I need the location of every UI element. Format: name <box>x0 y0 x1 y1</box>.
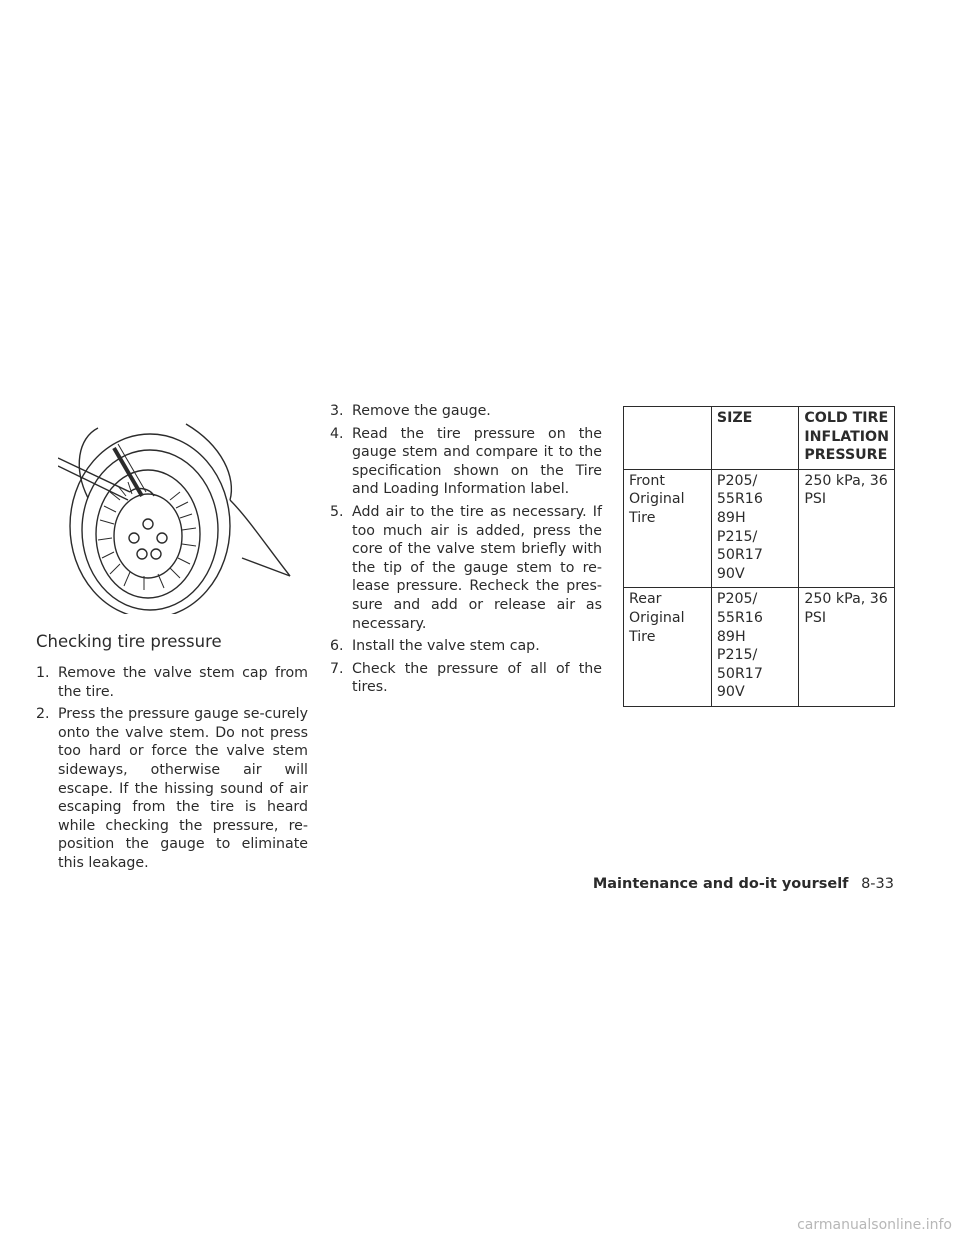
table-row <box>624 469 895 588</box>
tire-size-value: P215/ 50R17 90V <box>716 528 763 582</box>
step-number: 1. <box>36 665 50 681</box>
step-number: 4. <box>330 425 344 442</box>
step-text: Press the pressure gauge se-curely onto the valve stem. Do not press too hard or force the valve stem sideways, otherwise air will escape. If the hissing sound of air escaping from the tire is heard while checking the pressure, re-position the gauge to eliminate this leakage. <box>58 706 308 871</box>
section-title: Checking tire pressure <box>36 632 222 651</box>
table-header-row <box>624 407 895 470</box>
tire-size-cell <box>711 469 798 588</box>
tire-size-value: P205/ 55R16 89H <box>716 472 763 526</box>
step-number: 7. <box>330 660 344 677</box>
steps-list-column-2 <box>330 402 602 701</box>
tire-pressure-table <box>623 406 895 707</box>
tire-size-cell <box>711 588 798 707</box>
tire-position-cell: Rear Original Tire <box>624 588 712 707</box>
tire-position-cell: Front Original Tire <box>624 469 712 588</box>
step-number: 6. <box>330 638 344 655</box>
tire-size-value: P215/ 50R17 90V <box>716 647 763 701</box>
step-item <box>330 637 602 656</box>
step-item <box>36 664 308 701</box>
page-number: 8-33 <box>861 876 894 892</box>
tire-pressure-cell: 250 kPa, 36 PSI <box>799 588 895 707</box>
table-header-empty <box>624 407 712 470</box>
tire-pressure-gauge-illustration <box>58 408 294 614</box>
steps-list-column-1 <box>36 664 308 877</box>
page-footer <box>593 876 894 892</box>
step-number: 5. <box>330 503 344 520</box>
step-item <box>330 425 602 499</box>
step-text: Remove the gauge. <box>352 403 491 419</box>
step-text: Remove the valve stem cap from the tire. <box>58 665 308 700</box>
step-text: Check the pressure of all of the tires. <box>352 660 602 696</box>
step-item <box>330 402 602 421</box>
step-text: Read the tire pressure on the gauge stem and compare it to the specification shown on the Tire and Loading Information label. <box>352 425 602 498</box>
table-header-size: SIZE <box>711 407 798 470</box>
tire-pressure-cell: 250 kPa, 36 PSI <box>799 469 895 588</box>
table-row <box>624 588 895 707</box>
watermark: carmanualsonline.info <box>797 1217 952 1233</box>
step-number: 3. <box>330 403 344 419</box>
step-item <box>330 503 602 633</box>
tire-size-value: P205/ 55R16 89H <box>716 591 763 645</box>
step-text: Install the valve stem cap. <box>352 638 540 655</box>
step-text: Add air to the tire as necessary. If too much air is added, press the core of the valve stem briefly with the tip of the gauge stem to re-lease pressure. Recheck the pres-sure and add or release air as necessary. <box>352 503 602 632</box>
step-item <box>330 660 602 697</box>
step-item <box>36 705 308 872</box>
footer-section-title: Maintenance and do-it yourself <box>592 876 849 892</box>
table-header-pressure: COLD TIRE INFLATION PRESSURE <box>799 407 895 470</box>
step-number: 2. <box>36 706 50 723</box>
